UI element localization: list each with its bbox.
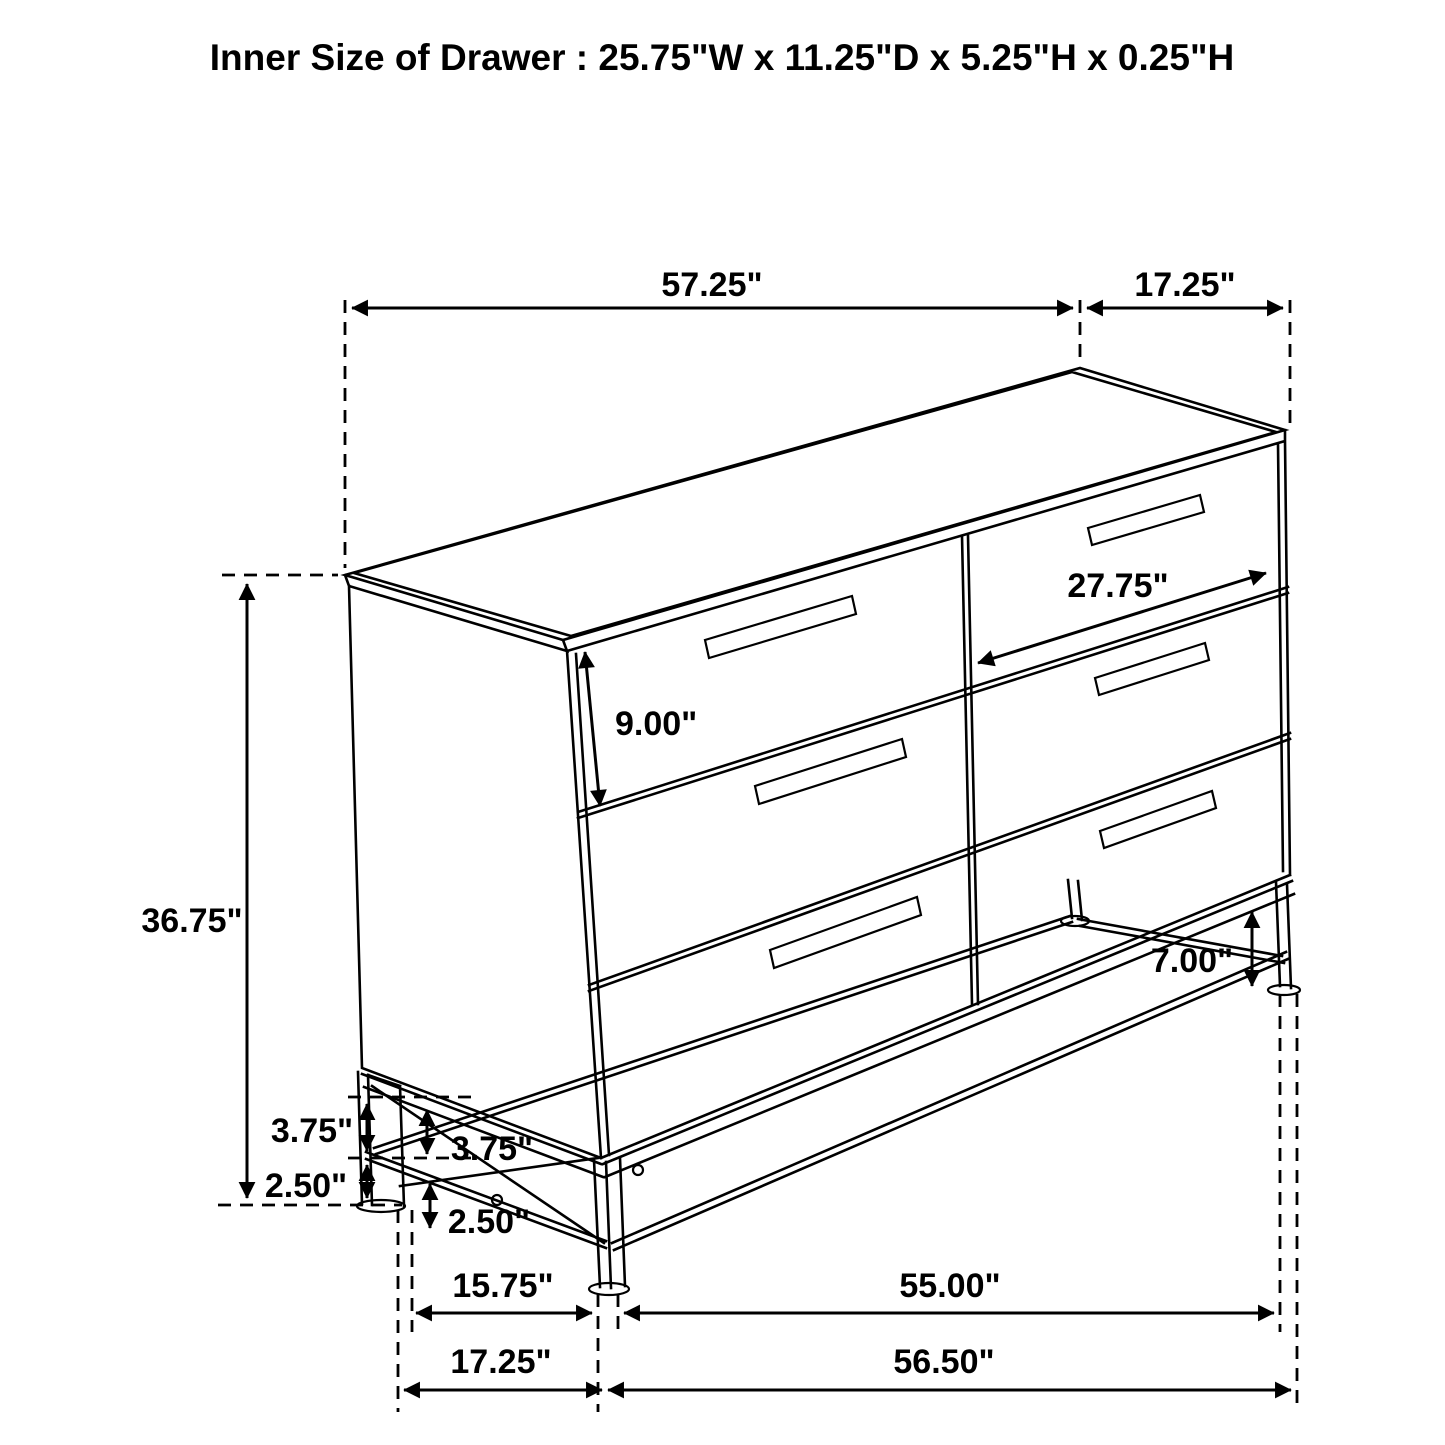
dimension-arrows	[247, 308, 1291, 1390]
stretcher-height-left-label: 2.50"	[264, 1167, 348, 1205]
bottom-outer-width-label: 56.50"	[893, 1343, 995, 1381]
extension-lines	[218, 300, 1297, 1412]
bottom-front-left-span-label: 15.75"	[452, 1267, 554, 1305]
rail-height-left-label: 3.75"	[270, 1112, 354, 1150]
rail-height-front-label: 3.75"	[450, 1130, 534, 1168]
top-depth-label: 17.25"	[1134, 266, 1236, 304]
top-width-label: 57.25"	[661, 266, 763, 304]
overall-height-label: 36.75"	[141, 902, 243, 940]
front-right-foot	[1268, 985, 1300, 995]
stretcher-height-front-label: 2.50"	[447, 1203, 531, 1241]
drawer-handles	[705, 495, 1216, 968]
drawer-front-height-label: 9.00"	[615, 705, 698, 743]
base-clearance-label: 7.00"	[1150, 942, 1234, 980]
dimension-labels	[141, 266, 1235, 1381]
drawer-front-height-arrow	[585, 652, 600, 806]
bottom-side-depth-label: 17.25"	[450, 1343, 552, 1381]
drawer-inner-width-label: 27.75"	[1067, 567, 1169, 605]
bottom-inner-width-label: 55.00"	[899, 1267, 1001, 1305]
rail-bolt	[633, 1165, 643, 1175]
front-left-foot	[589, 1283, 629, 1295]
drawer-dividers	[578, 536, 1290, 1004]
cabinet-structure	[345, 368, 1294, 1177]
diagram-title: Inner Size of Drawer : 25.75"W x 11.25"D x 5.25"H x 0.25"H	[209, 37, 1235, 78]
